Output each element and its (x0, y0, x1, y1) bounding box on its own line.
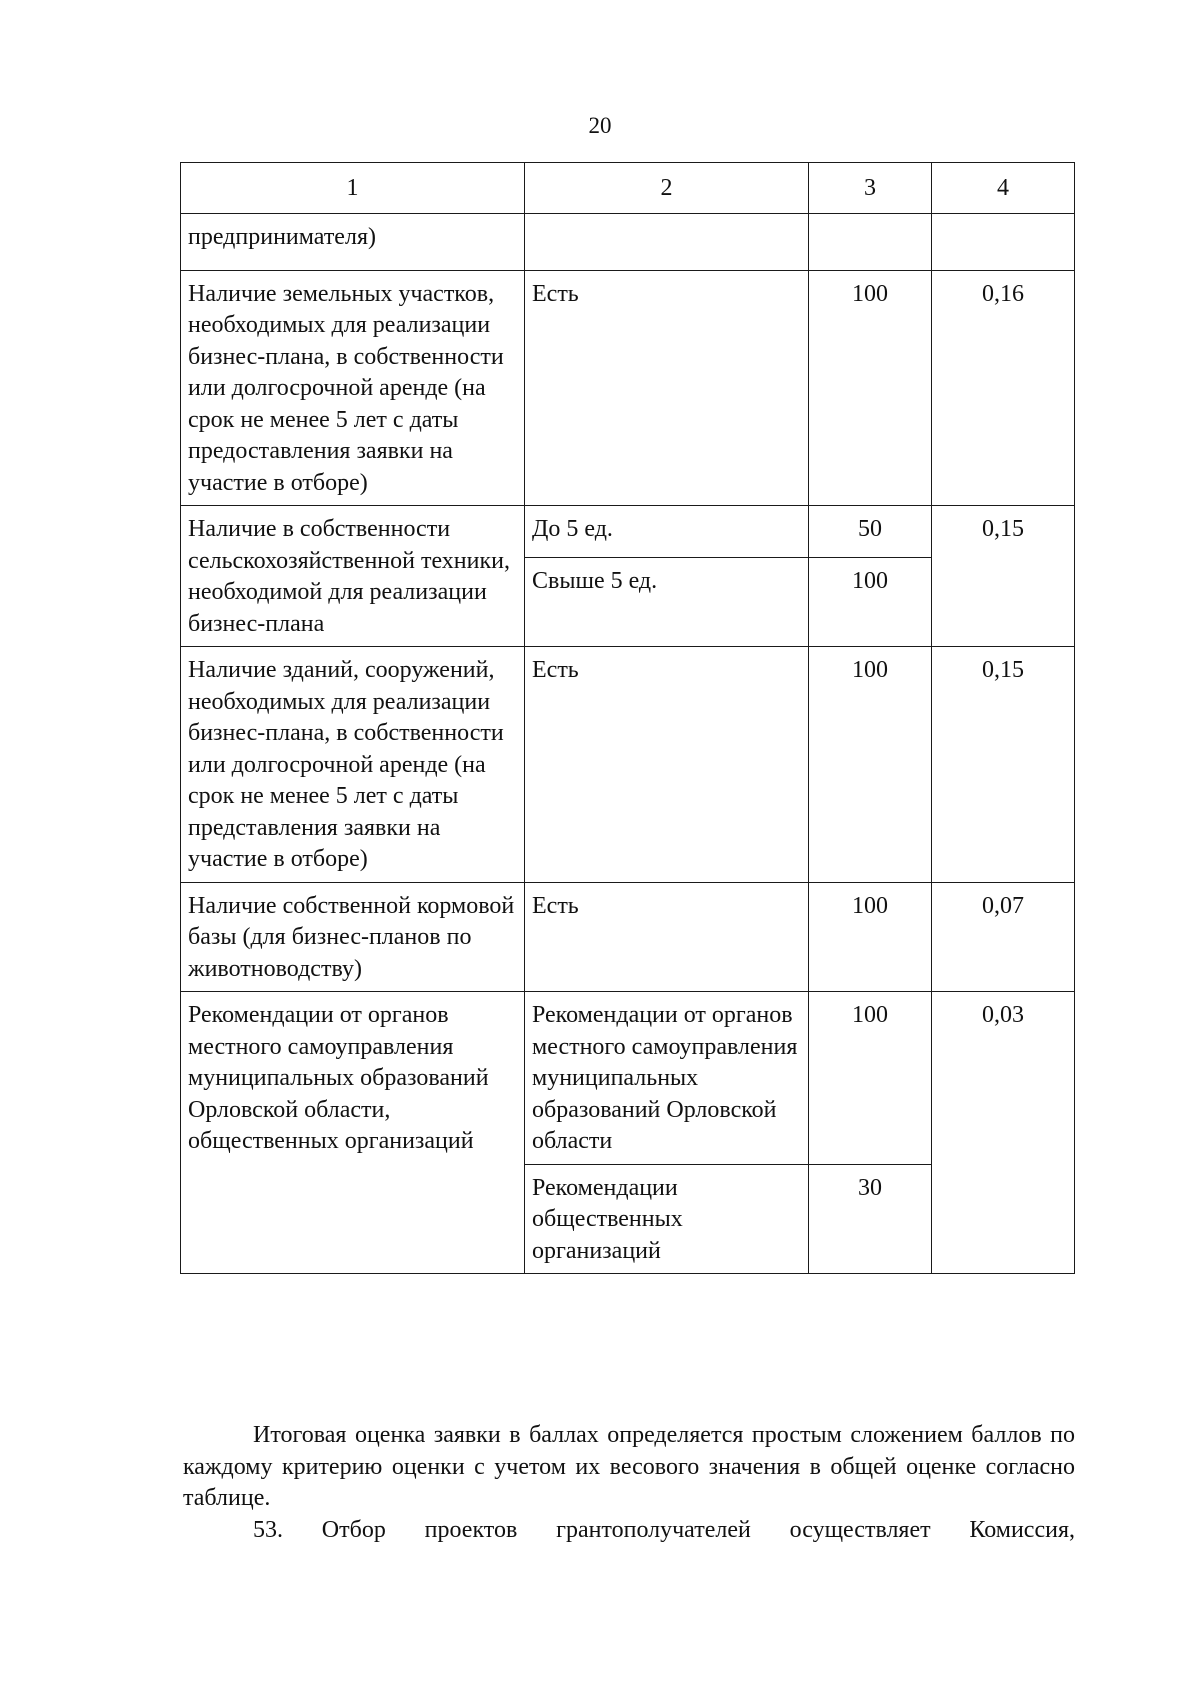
column-header-1: 1 (181, 163, 525, 214)
empty-cell (932, 213, 1075, 270)
points-cell: 100 (809, 270, 932, 506)
option-cell: До 5 ед. (525, 506, 809, 558)
body-text (183, 1420, 1075, 1546)
weight-cell: 0,03 (932, 992, 1075, 1274)
option-cell: Есть (525, 270, 809, 506)
table-row-buildings (181, 647, 1075, 883)
empty-cell (525, 213, 809, 270)
table-row-feed-base (181, 882, 1075, 992)
empty-cell (809, 213, 932, 270)
points-cell: 100 (809, 882, 932, 992)
option-cell: Рекомендации от органов местного самоуправления муниципальных образований Орловской области (525, 992, 809, 1165)
paragraph-total-score: Итоговая оценка заявки в баллах определяется простым сложением баллов по каждому критерию оценки с учетом их весового значения в общей оценке согласно таблице. (183, 1422, 1075, 1511)
option-cell: Свыше 5 ед. (525, 558, 809, 647)
criterion-cell: Наличие земельных участков, необходимых для реализации бизнес-плана, в собственности или долгосрочной аренде (на срок не менее 5 лет с даты предоставления заявки на участие в отборе) (181, 270, 525, 506)
weight-cell: 0,15 (932, 506, 1075, 647)
weight-cell: 0,15 (932, 647, 1075, 883)
page-number: 20 (588, 113, 612, 138)
criterion-cell: Рекомендации от органов местного самоуправления муниципальных образований Орловской области, общественных организаций (181, 992, 525, 1274)
criterion-cell: Наличие в собственности сельскохозяйственной техники, необходимой для реализации бизнес-плана (181, 506, 525, 647)
table-row-continuation (181, 213, 1075, 270)
criteria-table (180, 162, 1075, 1274)
points-cell: 50 (809, 506, 932, 558)
weight-cell: 0,16 (932, 270, 1075, 506)
option-cell: Есть (525, 647, 809, 883)
option-cell: Есть (525, 882, 809, 992)
paragraph-selection: 53. Отбор проектов грантополучателей осуществляет Комиссия, (253, 1516, 1075, 1543)
points-cell: 100 (809, 992, 932, 1165)
continued-criterion-text: предпринимателя) (181, 213, 525, 270)
criterion-cell: Наличие собственной кормовой базы (для бизнес-планов по животноводству) (181, 882, 525, 992)
option-cell: Рекомендации общественных организаций (525, 1164, 809, 1274)
column-header-2: 2 (525, 163, 809, 214)
table-row-recommendations (181, 992, 1075, 1165)
table-header-row (181, 163, 1075, 214)
column-header-4: 4 (932, 163, 1075, 214)
column-header-3: 3 (809, 163, 932, 214)
weight-cell: 0,07 (932, 882, 1075, 992)
table-row-land-plots (181, 270, 1075, 506)
points-cell: 100 (809, 647, 932, 883)
points-cell: 100 (809, 558, 932, 647)
criterion-cell: Наличие зданий, сооружений, необходимых для реализации бизнес-плана, в собственности или долгосрочной аренде (на срок не менее 5 лет с даты представления заявки на участие в отборе) (181, 647, 525, 883)
points-cell: 30 (809, 1164, 932, 1274)
table-row-machinery (181, 506, 1075, 558)
